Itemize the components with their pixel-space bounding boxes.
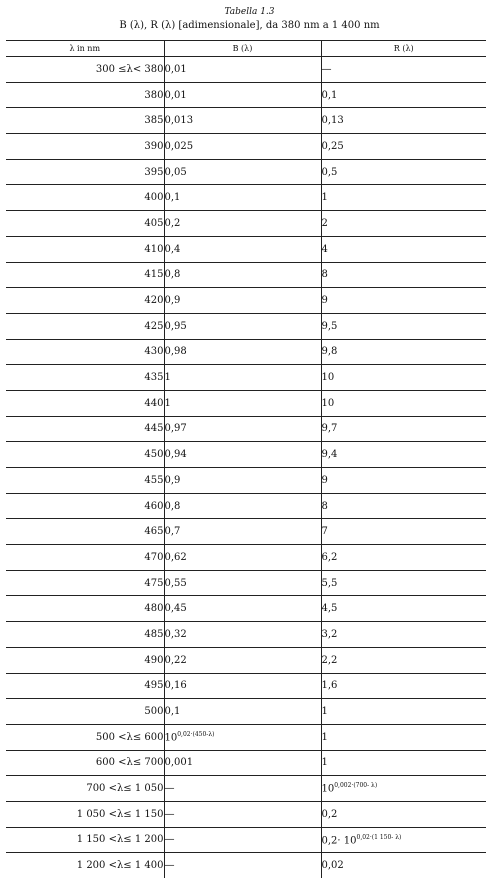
table-number: Tabella 1.3 — [0, 7, 499, 18]
b-lambda-value: 0,45 — [165, 603, 187, 614]
b-lambda-exponent: 0,02·(450-λ) — [177, 731, 214, 738]
r-lambda-value: 9,8 — [322, 346, 338, 357]
r-lambda-cell — [321, 673, 486, 699]
r-lambda-value: 0,1 — [322, 90, 338, 101]
b-lambda-cell — [164, 750, 321, 776]
b-lambda-cell — [164, 647, 321, 673]
b-lambda-cell — [164, 801, 321, 827]
b-lambda-value: 0,1 — [165, 192, 181, 203]
wavelength-cell: 300 ≤λ< 380 — [6, 57, 164, 83]
r-lambda-cell — [321, 750, 486, 776]
table-row — [6, 442, 486, 468]
wavelength-cell: 445 — [6, 416, 164, 442]
b-lambda-value: 0,97 — [165, 423, 187, 434]
b-lambda-cell — [164, 159, 321, 185]
b-lambda-value: — — [165, 809, 175, 820]
b-lambda-value: 0,025 — [165, 141, 194, 152]
wavelength-cell: 380 — [6, 82, 164, 108]
b-lambda-cell — [164, 236, 321, 262]
b-lambda-cell — [164, 339, 321, 365]
b-lambda-cell — [164, 570, 321, 596]
r-lambda-value: 9 — [322, 295, 328, 306]
b-lambda-value: 0,01 — [165, 90, 187, 101]
b-lambda-cell — [164, 390, 321, 416]
r-lambda-cell — [321, 545, 486, 571]
b-lambda-value: 0,4 — [165, 244, 181, 255]
r-lambda-value: 0,25 — [322, 141, 344, 152]
header-r-lambda: R (λ) — [321, 41, 486, 57]
table-row — [6, 596, 486, 622]
b-lambda-value: 0,013 — [165, 115, 194, 126]
wavelength-cell: 480 — [6, 596, 164, 622]
b-lambda-cell — [164, 82, 321, 108]
table-row — [6, 390, 486, 416]
table-row — [6, 493, 486, 519]
r-lambda-cell — [321, 468, 486, 494]
b-lambda-value: 0,8 — [165, 269, 181, 280]
wavelength-cell: 460 — [6, 493, 164, 519]
r-lambda-value: 10 — [322, 398, 335, 409]
table-row — [6, 339, 486, 365]
r-lambda-value: 9,5 — [322, 321, 338, 332]
b-lambda-value: 1 — [165, 372, 171, 383]
b-lambda-value: 1 — [165, 398, 171, 409]
b-lambda-cell — [164, 545, 321, 571]
table-row — [6, 288, 486, 314]
table-row — [6, 236, 486, 262]
wavelength-cell: 435 — [6, 365, 164, 391]
b-lambda-cell — [164, 519, 321, 545]
r-lambda-cell — [321, 519, 486, 545]
wavelength-cell: 490 — [6, 647, 164, 673]
r-lambda-value: 1,6 — [322, 680, 338, 691]
b-lambda-cell — [164, 673, 321, 699]
b-lambda-cell — [164, 622, 321, 648]
wavelength-cell: 405 — [6, 211, 164, 237]
b-lambda-cell — [164, 185, 321, 211]
wavelength-cell: 600 <λ≤ 700 — [6, 750, 164, 776]
r-lambda-cell — [321, 442, 486, 468]
table-row — [6, 622, 486, 648]
r-lambda-cell — [321, 801, 486, 827]
table-row — [6, 724, 486, 750]
r-lambda-cell — [321, 262, 486, 288]
r-lambda-value: 3,2 — [322, 629, 338, 640]
wavelength-cell: 1 050 <λ≤ 1 150 — [6, 801, 164, 827]
b-lambda-cell — [164, 134, 321, 160]
r-lambda-cell — [321, 339, 486, 365]
b-lambda-value: 0,94 — [165, 449, 187, 460]
r-lambda-cell — [321, 724, 486, 750]
r-lambda-value: 4 — [322, 244, 328, 255]
r-lambda-cell — [321, 493, 486, 519]
wavelength-cell: 485 — [6, 622, 164, 648]
r-lambda-value: 1 — [322, 757, 328, 768]
r-lambda-value: — — [322, 64, 332, 75]
r-lambda-cell — [321, 108, 486, 134]
table-row — [6, 647, 486, 673]
table-row — [6, 827, 486, 853]
r-lambda-cell — [321, 185, 486, 211]
r-lambda-cell — [321, 416, 486, 442]
r-lambda-cell — [321, 211, 486, 237]
table-row — [6, 750, 486, 776]
r-lambda-cell — [321, 647, 486, 673]
wavelength-cell: 440 — [6, 390, 164, 416]
r-lambda-exponent: 0,002·(700- λ) — [334, 782, 377, 789]
r-lambda-value: 0,13 — [322, 115, 344, 126]
r-lambda-cell — [321, 827, 486, 853]
table-row — [6, 673, 486, 699]
table-row — [6, 699, 486, 725]
wavelength-cell: 395 — [6, 159, 164, 185]
r-lambda-value: 0,2· 10 — [322, 835, 357, 846]
wavelength-cell: 475 — [6, 570, 164, 596]
r-lambda-value: 0,2 — [322, 809, 338, 820]
table-row — [6, 185, 486, 211]
r-lambda-value: 2,2 — [322, 655, 338, 666]
r-lambda-value: 1 — [322, 732, 328, 743]
b-lambda-cell — [164, 57, 321, 83]
b-lambda-cell — [164, 416, 321, 442]
table-body — [6, 57, 486, 878]
b-lambda-value: 0,16 — [165, 680, 187, 691]
table-row — [6, 853, 486, 878]
r-lambda-value: 9 — [322, 475, 328, 486]
b-lambda-cell — [164, 262, 321, 288]
b-lambda-value: 0,62 — [165, 552, 187, 563]
r-lambda-value: 2 — [322, 218, 328, 229]
r-lambda-value: 6,2 — [322, 552, 338, 563]
wavelength-cell: 410 — [6, 236, 164, 262]
table-row — [6, 82, 486, 108]
r-lambda-cell — [321, 288, 486, 314]
header-wavelength: λ in nm — [6, 41, 164, 57]
b-lambda-value: 0,001 — [165, 757, 194, 768]
b-lambda-value: 0,9 — [165, 295, 181, 306]
r-lambda-cell — [321, 57, 486, 83]
r-lambda-cell — [321, 365, 486, 391]
r-lambda-cell — [321, 570, 486, 596]
wavelength-cell: 700 <λ≤ 1 050 — [6, 776, 164, 802]
b-lambda-cell — [164, 108, 321, 134]
spectral-weighting-table — [6, 40, 486, 878]
wavelength-cell: 1 200 <λ≤ 1 400 — [6, 853, 164, 878]
b-lambda-value: 0,7 — [165, 526, 181, 537]
table-row — [6, 776, 486, 802]
r-lambda-value: 7 — [322, 526, 328, 537]
b-lambda-cell — [164, 468, 321, 494]
b-lambda-value: 0,9 — [165, 475, 181, 486]
wavelength-cell: 430 — [6, 339, 164, 365]
r-lambda-cell — [321, 82, 486, 108]
wavelength-cell: 420 — [6, 288, 164, 314]
b-lambda-value: 0,8 — [165, 501, 181, 512]
table-row — [6, 313, 486, 339]
wavelength-cell: 450 — [6, 442, 164, 468]
b-lambda-value: 0,1 — [165, 706, 181, 717]
r-lambda-cell — [321, 596, 486, 622]
table-row — [6, 570, 486, 596]
table-row — [6, 211, 486, 237]
b-lambda-value: 0,2 — [165, 218, 181, 229]
wavelength-cell: 425 — [6, 313, 164, 339]
b-lambda-value: — — [165, 834, 175, 845]
b-lambda-cell — [164, 827, 321, 853]
b-lambda-value: 0,22 — [165, 655, 187, 666]
b-lambda-cell — [164, 596, 321, 622]
table-row — [6, 519, 486, 545]
r-lambda-value: 1 — [322, 706, 328, 717]
r-lambda-cell — [321, 853, 486, 878]
table-row — [6, 468, 486, 494]
b-lambda-cell — [164, 776, 321, 802]
header-b-lambda: B (λ) — [164, 41, 321, 57]
r-lambda-cell — [321, 159, 486, 185]
table-row — [6, 365, 486, 391]
r-lambda-value: 8 — [322, 269, 328, 280]
r-lambda-cell — [321, 622, 486, 648]
b-lambda-cell — [164, 699, 321, 725]
table-row — [6, 801, 486, 827]
wavelength-cell: 495 — [6, 673, 164, 699]
r-lambda-cell — [321, 313, 486, 339]
r-lambda-value: 8 — [322, 501, 328, 512]
r-lambda-exponent: 0,02·(1 150- λ) — [357, 834, 402, 841]
wavelength-cell: 500 — [6, 699, 164, 725]
r-lambda-cell — [321, 390, 486, 416]
wavelength-cell: 415 — [6, 262, 164, 288]
b-lambda-cell — [164, 724, 321, 750]
b-lambda-value: — — [165, 860, 175, 871]
table-header-row — [6, 41, 486, 57]
table-row — [6, 159, 486, 185]
r-lambda-cell — [321, 134, 486, 160]
r-lambda-value: 9,4 — [322, 449, 338, 460]
r-lambda-cell — [321, 236, 486, 262]
b-lambda-cell — [164, 853, 321, 878]
table-row — [6, 134, 486, 160]
b-lambda-value: — — [165, 783, 175, 794]
r-lambda-value: 4,5 — [322, 603, 338, 614]
b-lambda-cell — [164, 365, 321, 391]
b-lambda-cell — [164, 493, 321, 519]
b-lambda-cell — [164, 288, 321, 314]
b-lambda-value: 0,95 — [165, 321, 187, 332]
table-row — [6, 57, 486, 83]
b-lambda-cell — [164, 313, 321, 339]
table-title: B (λ), R (λ) [adimensionale], da 380 nm a 1 400 nm — [0, 20, 499, 31]
b-lambda-cell — [164, 442, 321, 468]
b-lambda-value: 0,01 — [165, 64, 187, 75]
r-lambda-cell — [321, 776, 486, 802]
wavelength-cell: 500 <λ≤ 600 — [6, 724, 164, 750]
table-row — [6, 545, 486, 571]
r-lambda-cell — [321, 699, 486, 725]
wavelength-cell: 400 — [6, 185, 164, 211]
wavelength-cell: 385 — [6, 108, 164, 134]
b-lambda-cell — [164, 211, 321, 237]
b-lambda-value: 10 — [165, 732, 178, 743]
r-lambda-value: 10 — [322, 372, 335, 383]
wavelength-cell: 1 150 <λ≤ 1 200 — [6, 827, 164, 853]
b-lambda-value: 0,55 — [165, 578, 187, 589]
r-lambda-value: 0,5 — [322, 167, 338, 178]
b-lambda-value: 0,32 — [165, 629, 187, 640]
wavelength-cell: 390 — [6, 134, 164, 160]
wavelength-cell: 470 — [6, 545, 164, 571]
b-lambda-value: 0,05 — [165, 167, 187, 178]
r-lambda-value: 1 — [322, 192, 328, 203]
r-lambda-value: 10 — [322, 784, 335, 795]
r-lambda-value: 0,02 — [322, 860, 344, 871]
table-row — [6, 108, 486, 134]
wavelength-cell: 455 — [6, 468, 164, 494]
table-row — [6, 416, 486, 442]
r-lambda-value: 5,5 — [322, 578, 338, 589]
b-lambda-value: 0,98 — [165, 346, 187, 357]
wavelength-cell: 465 — [6, 519, 164, 545]
table-row — [6, 262, 486, 288]
r-lambda-value: 9,7 — [322, 423, 338, 434]
